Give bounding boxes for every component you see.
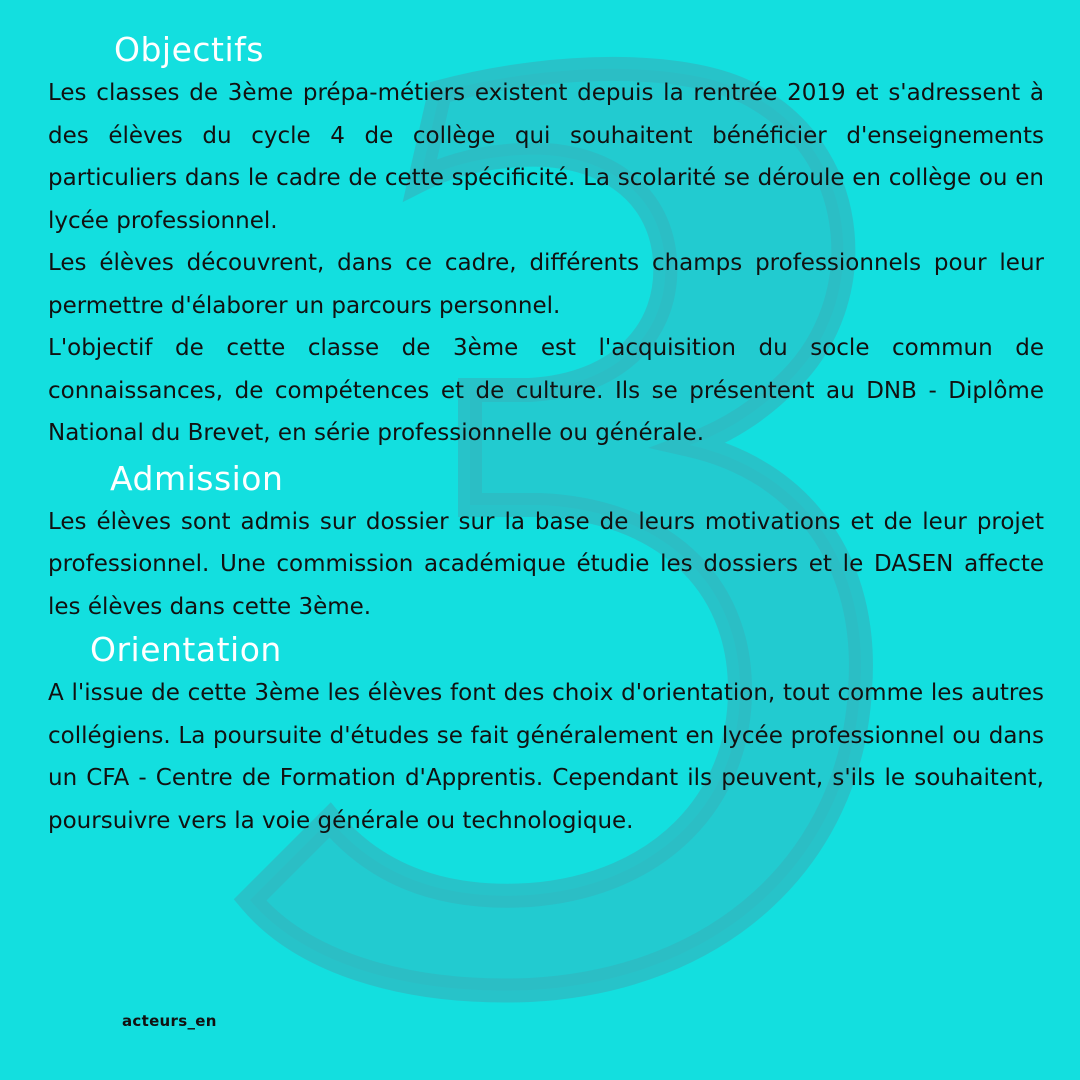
account-handle: acteurs_en <box>122 1012 217 1030</box>
paragraph-objectifs-2: Les élèves découvrent, dans ce cadre, différents champs professionnels pour leur permettre d'élaborer un parcours personnel. <box>48 250 1044 319</box>
main-content <box>48 28 1044 842</box>
section-title-admission: Admission <box>110 458 284 498</box>
paragraph-orientation-1: A l'issue de cette 3ème les élèves font des choix d'orientation, tout comme les autres collégiens. La poursuite d'études se fait généralement en lycée professionnel ou dans un CFA - Centre de Formation d'Apprentis. Cependant ils peuvent, s'ils le souhaitent, poursuivre vers la voie générale ou technologique. <box>48 680 1044 834</box>
paragraph-objectifs-1: Les classes de 3ème prépa-métiers existent depuis la rentrée 2019 et s'adressent à des élèves du cycle 4 de collège qui souhaitent bénéficier d'enseignements particuliers dans le cadre de cette spécificité. La scolarité se déroule en collège ou en lycée professionnel. <box>48 80 1044 234</box>
section-title-orientation: Orientation <box>90 630 282 669</box>
paragraph-objectifs-3: L'objectif de cette classe de 3ème est l'acquisition du socle commun de connaissances, de compétences et de culture. Ils se présentent au DNB - Diplôme National du Brevet, en série professionnelle ou générale. <box>48 335 1044 446</box>
paragraph-admission-1: Les élèves sont admis sur dossier sur la base de leurs motivations et de leur projet professionnel. Une commission académique étudie les dossiers et le DASEN affecte les élèves dans cette 3ème. <box>48 508 1044 620</box>
section-title-objectifs: Objectifs <box>114 30 264 69</box>
